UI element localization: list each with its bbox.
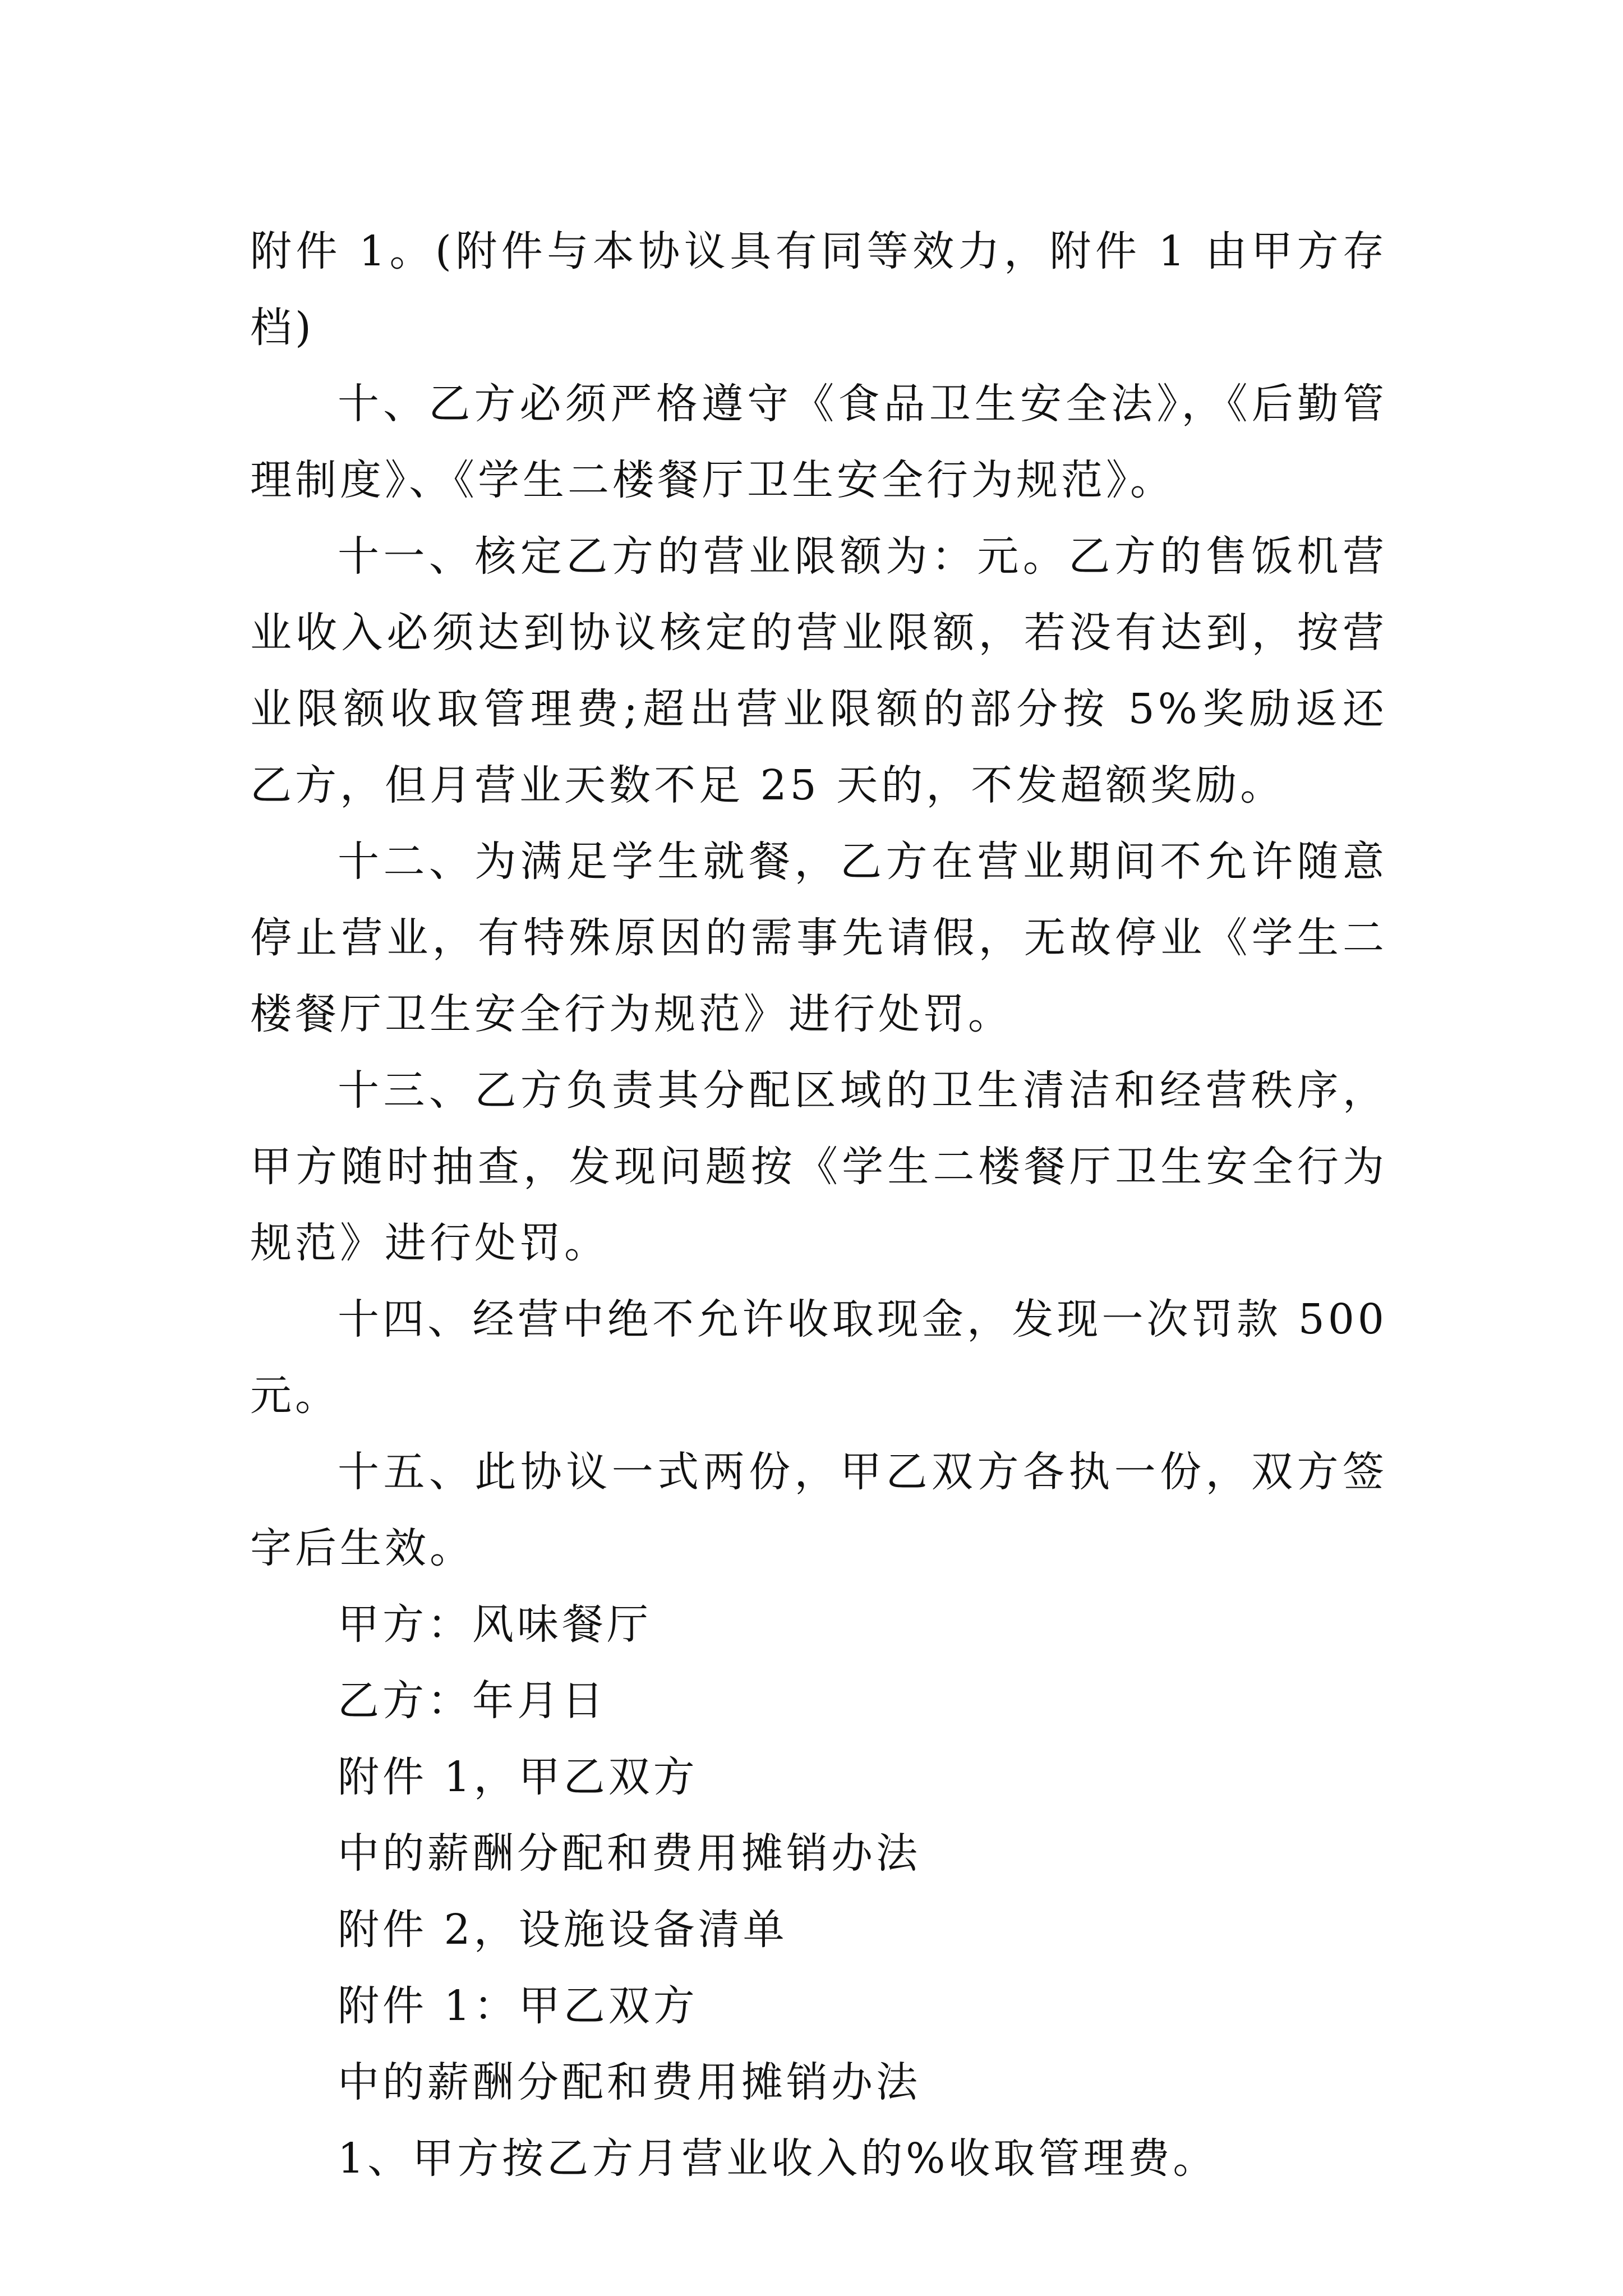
attachment-1-heading-subtitle-line: 中的薪酬分配和费用摊销办法	[338, 2058, 921, 2106]
paragraph-clause-10: 十、乙方必须严格遵守《食品卫生安全法》，《后勤管理制度》、《学生二楼餐厅卫生安全行为规范》。	[250, 380, 1387, 504]
attachment-2-title-line: 附件 2，设施设备清单	[338, 1906, 788, 1954]
paragraph-clause-12: 十二、为满足学生就餐，乙方在营业期间不允许随意停止营业，有特殊原因的需事先请假，无故停业《学生二楼餐厅卫生安全行为规范》进行处罚。	[250, 838, 1387, 1038]
attachment-1-subtitle-line: 中的薪酬分配和费用摊销办法	[338, 1829, 921, 1878]
party-a-line: 甲方：风味餐厅	[338, 1600, 652, 1649]
party-b-date-line: 乙方：年月日	[338, 1677, 607, 1725]
paragraph-clause-13: 十三、乙方负责其分配区域的卫生清洁和经营秩序，甲方随时抽查，发现问题按《学生二楼餐厅卫生安全行为规范》进行处罚。	[250, 1066, 1387, 1267]
paragraph-clause-15: 十五、此协议一式两份，甲乙双方各执一份，双方签字后生效。	[250, 1448, 1387, 1572]
paragraph-attachment-note: 附件 1。(附件与本协议具有同等效力，附件 1 由甲方存档)	[250, 227, 1387, 352]
document-page	[250, 213, 1387, 2197]
attachment-1-heading-line: 附件 1：甲乙双方	[338, 1982, 698, 2030]
paragraph-clause-14: 十四、经营中绝不允许收取现金，发现一次罚款 500 元。	[250, 1295, 1387, 1420]
fee-rule-line: 1、甲方按乙方月营业收入的%收取管理费。	[338, 2134, 1218, 2183]
paragraph-clause-11: 十一、核定乙方的营业限额为：元。乙方的售饭机营业收入必须达到协议核定的营业限额，若没有达到，按营业限额收取管理费;超出营业限额的部分按 5%奖励返还乙方，但月营业天数不足 25 天的，不发超额奖励。	[250, 532, 1387, 809]
attachment-1-title-line: 附件 1，甲乙双方	[338, 1753, 698, 1801]
